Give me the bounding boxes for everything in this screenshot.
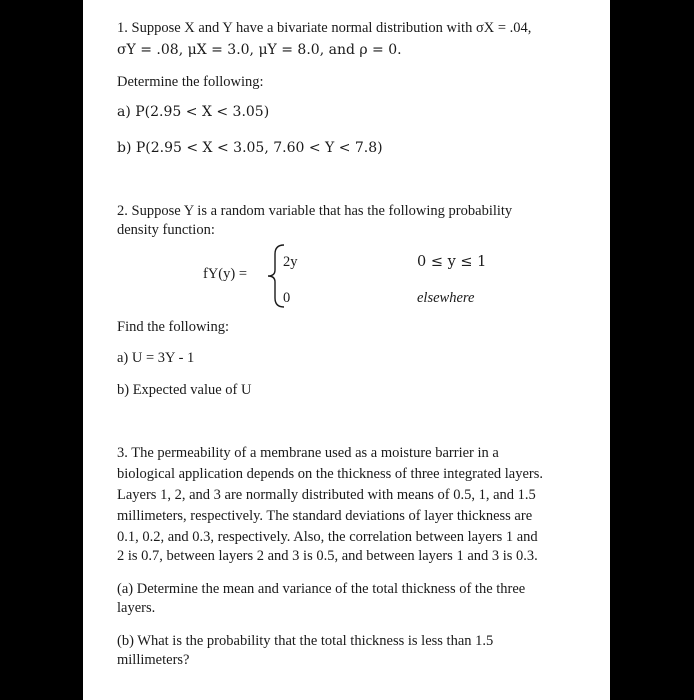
problem-2-part-a: a) U = 3Y - 1 [117, 350, 195, 366]
problem-2-find: Find the following: [117, 319, 229, 335]
pdf-case-1-condition: 0 ≤ y ≤ 1 [417, 254, 487, 270]
problem-3-part-a-line-2: layers. [117, 600, 156, 616]
problem-3-line-6: 2 is 0.7, between layers 2 and 3 is 0.5, and between layers 1 and 3 is 0.3. [117, 548, 538, 564]
problem-2-line-1: 2. Suppose Y is a random variable that has the following probability [117, 203, 513, 219]
problem-1-part-b: b) P(2.95 < X < 3.05, 7.60 < Y < 7.8) [117, 140, 383, 156]
pdf-case-2-expression: 0 [283, 290, 291, 306]
problem-3-line-2: biological application depends on the thickness of three integrated layers. [117, 466, 544, 482]
problem-1-line-2: σY = .08, μX = 3.0, μY = 8.0, and ρ = 0. [117, 42, 402, 58]
problem-1-line-1: 1. Suppose X and Y have a bivariate normal distribution with σX = .04, [117, 20, 532, 36]
problem-3-part-a-line-1: (a) Determine the mean and variance of the total thickness of the three [117, 581, 526, 597]
problem-3-line-4: millimeters, respectively. The standard deviations of layer thickness are [117, 508, 533, 524]
problem-3-line-1: 3. The permeability of a membrane used as a moisture barrier in a [117, 445, 499, 461]
pdf-case-1-expression: 2y [283, 254, 298, 270]
problem-1-part-a: a) P(2.95 < X < 3.05) [117, 104, 270, 120]
pdf-case-2-condition: elsewhere [417, 290, 475, 306]
pdf-lhs: fY(y) = [203, 266, 248, 282]
problem-3-part-b-line-2: millimeters? [117, 652, 190, 668]
problem-2-part-b: b) Expected value of U [117, 382, 252, 398]
problem-3-line-5: 0.1, 0.2, and 0.3, respectively. Also, the correlation between layers 1 and [117, 529, 538, 545]
problem-3-part-b-line-1: (b) What is the probability that the total thickness is less than 1.5 [117, 633, 494, 649]
problem-2-line-2: density function: [117, 222, 215, 238]
problem-1-determine: Determine the following: [117, 74, 264, 90]
problem-3-line-3: Layers 1, 2, and 3 are normally distributed with means of 0.5, 1, and 1.5 [117, 487, 536, 503]
